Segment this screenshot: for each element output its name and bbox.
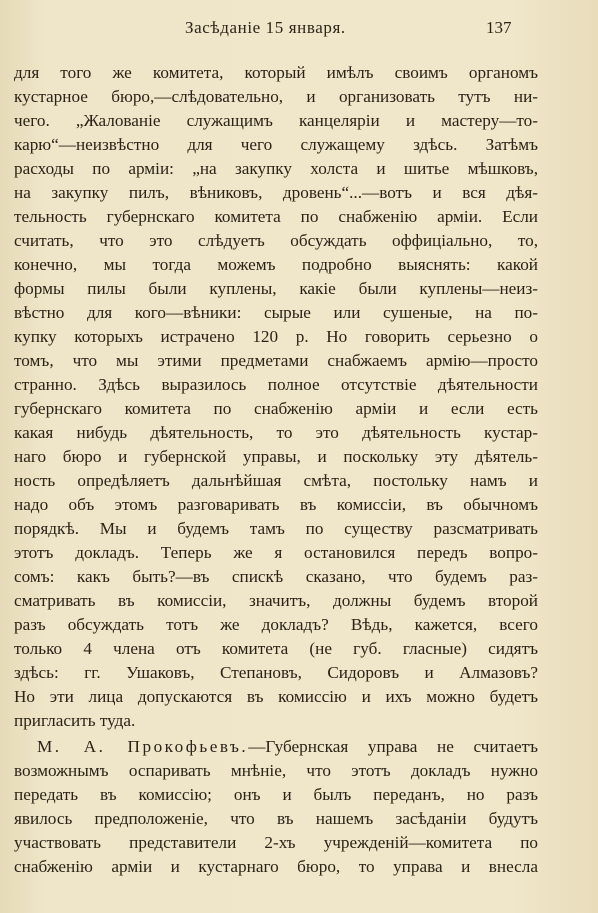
text-line: надо объ этомъ разговаривать въ комиссіи, въ обычномъ xyxy=(14,495,538,514)
text-line: ность опредѣляетъ дальнѣйшая смѣта, постольку намъ и xyxy=(14,471,538,490)
text-line: сомъ: какъ быть?—въ спискѣ сказано, что будемъ раз- xyxy=(14,567,538,586)
text-line: томъ, что мы этими предметами снабжаемъ армію—просто xyxy=(14,351,538,370)
text-line: снабженію арміи и кустарнаго бюро, то управа и внесла xyxy=(14,857,538,876)
text-line: формы пилы были куплены, какіе были куплены—неиз- xyxy=(14,279,538,298)
text-line: передать въ комиссію; онъ и былъ переданъ, но разъ xyxy=(14,785,538,804)
text-line: этотъ докладъ. Теперь же я остановился передъ вопро- xyxy=(14,543,538,562)
text-line: чего. „Жалованіе служащимъ канцеляріи и мастеру—то- xyxy=(14,111,538,130)
speaker-name: М. А. Прокофьевъ. xyxy=(37,737,249,756)
text-line: пригласить туда. xyxy=(14,711,136,730)
text-line: возможнымъ оспаривать мнѣніе, что этотъ докладъ нужно xyxy=(14,761,538,780)
text-line: здѣсь: гг. Ушаковъ, Степановъ, Сидоровъ и Алмазовъ? xyxy=(14,663,538,682)
speaker-line-text: —Губернская управа не считаетъ xyxy=(248,737,538,756)
text-line: на закупку пилъ, вѣниковъ, дровень“...—вотъ и вся дѣя- xyxy=(14,183,538,202)
text-line: губернскаго комитета по снабженію арміи и если есть xyxy=(14,399,538,418)
text-line: для того же комитета, который имѣлъ своимъ органомъ xyxy=(14,63,538,82)
text-line: наго бюро и губернской управы, и поскольку эту дѣятель- xyxy=(14,447,538,466)
text-line: порядкѣ. Мы и будемъ тамъ по существу разсматривать xyxy=(14,519,538,538)
text-line: карю“—неизвѣстно для чего служащему здѣсь. Затѣмъ xyxy=(14,135,538,154)
text-line: тельность губернскаго комитета по снабженію арміи. Если xyxy=(14,207,538,226)
text-line: вѣстно для кого—вѣники: сырые или сушеные, на по- xyxy=(14,303,538,322)
text-line: участвовать представители 2-хъ учрежденій—комитета по xyxy=(14,833,538,852)
speaker-line xyxy=(37,735,538,759)
text-line: разъ обсуждать тотъ же докладъ? Вѣдь, кажется, всего xyxy=(14,615,538,634)
text-line: считать, что это слѣдуетъ обсуждать оффиціально, то, xyxy=(14,231,538,250)
running-head xyxy=(0,18,598,42)
text-line: сматривать въ комиссіи, значитъ, должны будемъ второй xyxy=(14,591,538,610)
text-line: кустарное бюро,—слѣдовательно, и организовать тутъ ни- xyxy=(14,87,538,106)
text-line: какая нибудь дѣятельность, то это дѣятельность кустар- xyxy=(14,423,538,442)
text-line: странно. Здѣсь выразилось полное отсутствіе дѣятельности xyxy=(14,375,538,394)
text-line: купку которыхъ истрачено 120 р. Но говорить серьезно о xyxy=(14,327,538,346)
text-line: конечно, мы тогда можемъ подробно выяснять: какой xyxy=(14,255,538,274)
text-line: Но эти лица допускаются въ комиссію и ихъ можно будетъ xyxy=(14,687,538,706)
page-number: 137 xyxy=(486,18,512,37)
text-line: явилось предположеніе, что въ нашемъ засѣданіи будутъ xyxy=(14,809,538,828)
running-title: Засѣданіе 15 января. xyxy=(185,18,346,37)
text-line: расходы по арміи: „на закупку холста и шитье мѣшковъ, xyxy=(14,159,538,178)
text-line: только 4 члена отъ комитета (не губ. гласные) сидятъ xyxy=(14,639,538,658)
